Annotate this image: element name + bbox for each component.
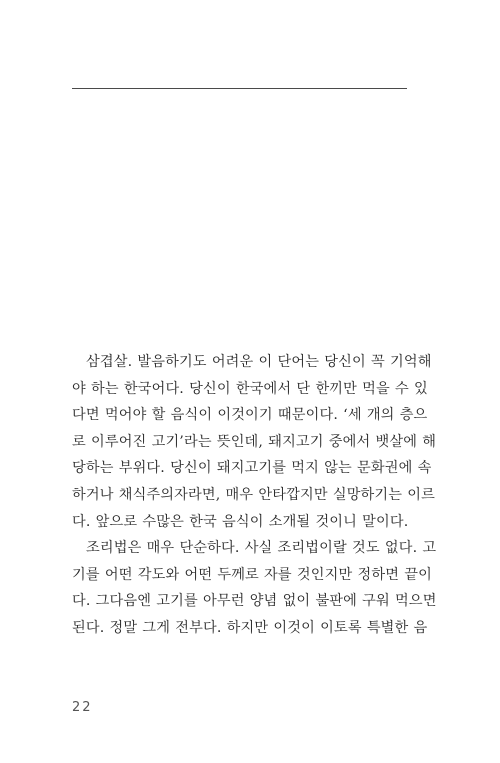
text-line: 다. 앞으로 수많은 한국 음식이 소개될 것이니 말이다. <box>72 513 409 530</box>
text-line: 기를 어떤 각도와 어떤 두께로 자를 것인지만 정하면 끝이 <box>72 566 432 583</box>
body-text <box>72 349 437 642</box>
paragraph <box>72 535 437 641</box>
text-line: 삼겹살. 발음하기도 어려운 이 단어는 당신이 꼭 기억해 <box>86 354 432 370</box>
text-line: 조리법은 매우 단순하다. 사실 조리법이랄 것도 없다. 고 <box>86 540 437 557</box>
paragraph <box>72 349 437 535</box>
text-line: 다. 그다음엔 고기를 아무런 양념 없이 불판에 구워 먹으면 <box>72 593 437 610</box>
page-number: 22 <box>72 700 93 715</box>
text-line: 된다. 정말 그게 전부다. 하지만 이것이 이토록 특별한 음 <box>72 619 428 636</box>
text-line: 야 하는 한국어다. 당신이 한국에서 단 한끼만 먹을 수 있 <box>72 380 428 397</box>
header-rule <box>72 88 407 89</box>
text-line: 당하는 부위다. 당신이 돼지고기를 먹지 않는 문화권에 속 <box>72 460 432 477</box>
text-line: 하거나 채식주의자라면, 매우 안타깝지만 실망하기는 이르 <box>72 486 435 503</box>
text-line: 다면 먹어야 할 음식이 이것이기 때문이다. ‘세 개의 층으 <box>72 407 428 424</box>
text-line: 로 이루어진 고기’라는 뜻인데, 돼지고기 중에서 뱃살에 해 <box>72 433 437 450</box>
